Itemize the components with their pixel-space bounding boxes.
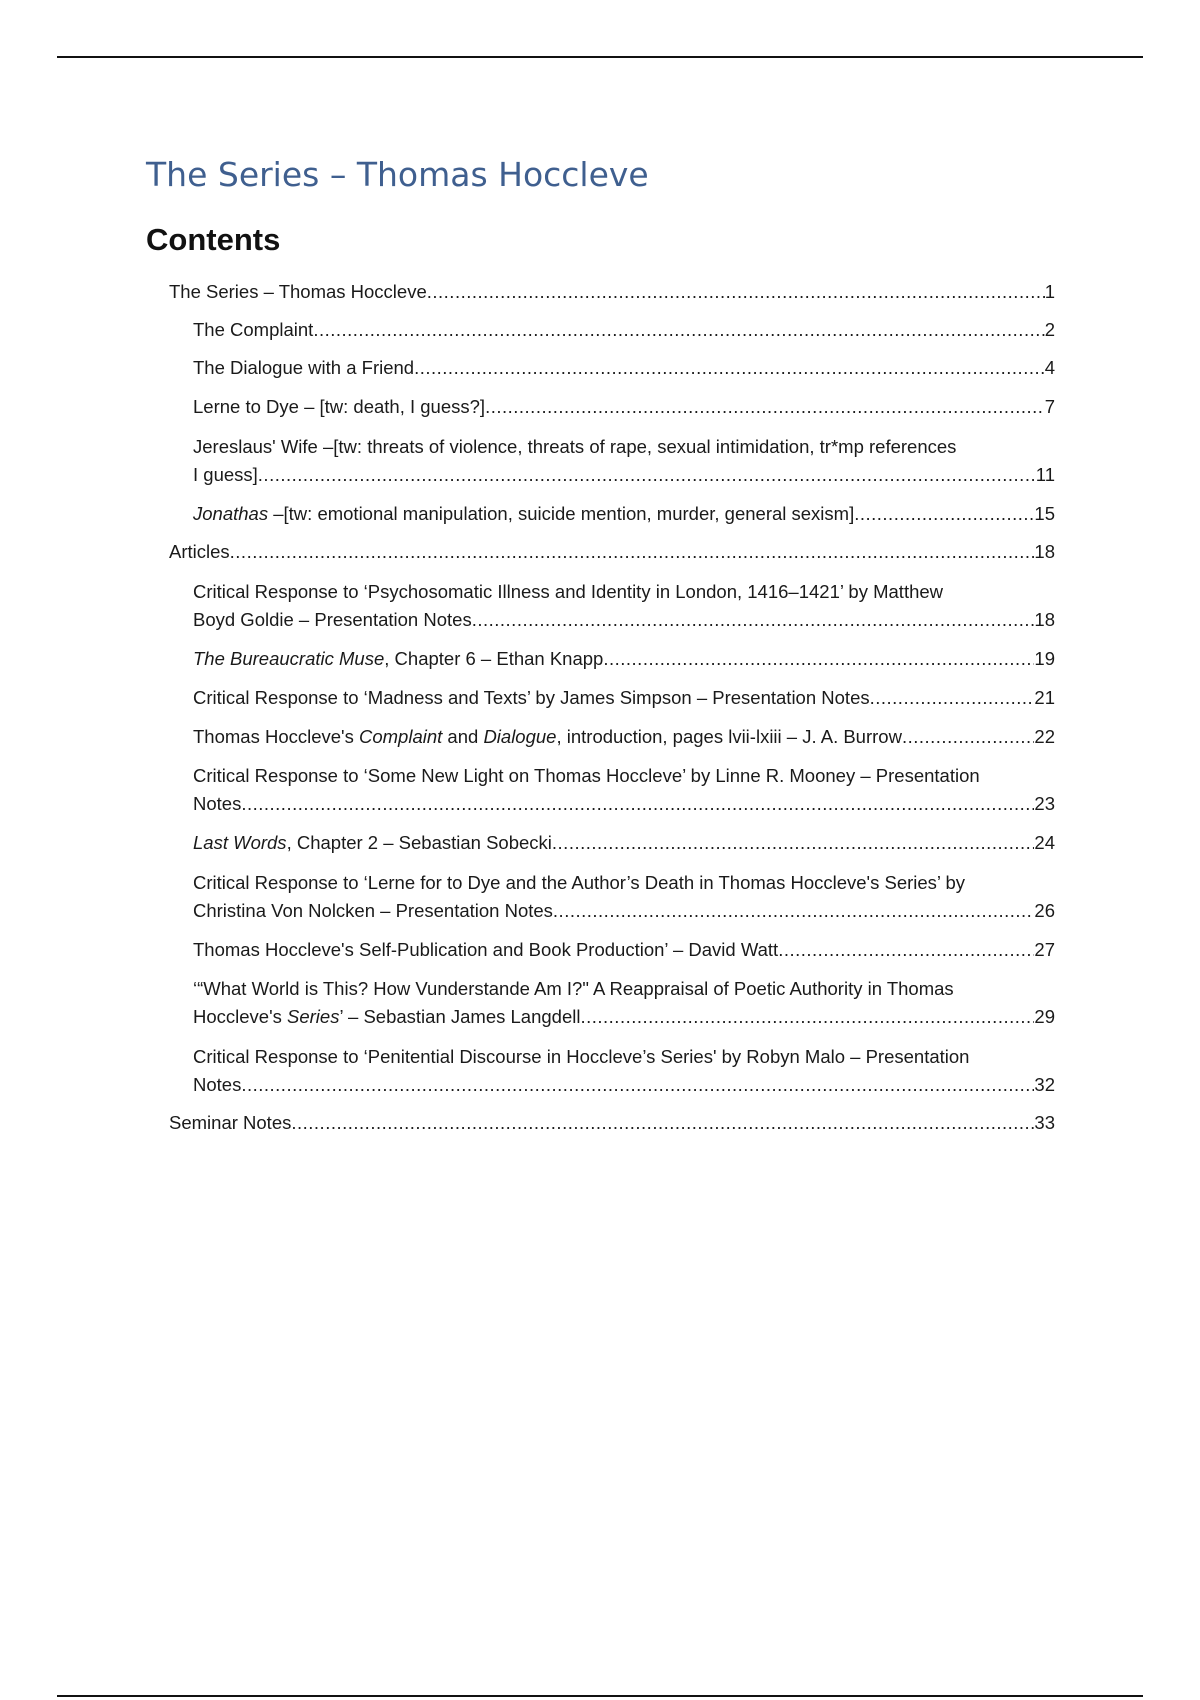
toc-entry-text-line1: Critical Response to ‘Lerne for to Dye and the Author’s Death in Thomas Hoccleve's Series’ by: [193, 872, 966, 893]
toc-page-number: 19: [1034, 648, 1055, 669]
toc-entry-articles[interactable]: [169, 538, 1055, 566]
toc-entry-text: The Series – Thomas Hoccleve: [169, 281, 427, 302]
toc-entry-italic: Jonathas: [193, 503, 269, 524]
toc-leader: [485, 393, 1045, 421]
toc-entry-text-mid: and: [442, 726, 484, 747]
toc-entry-text: Seminar Notes: [169, 1112, 292, 1133]
toc-entry-text-line2-pre: Hoccleve's: [193, 1006, 288, 1027]
toc-entry-watt-self-publication[interactable]: [193, 936, 1055, 964]
toc-entry-text-line2: Notes: [193, 793, 242, 814]
toc-page-number: 4: [1044, 357, 1055, 378]
toc-entry-text-pre: Thomas Hoccleve's: [193, 726, 359, 747]
toc-entry-mooney-response[interactable]: [193, 762, 1055, 818]
toc-leader: [580, 1003, 1034, 1031]
toc-entry-goldie-response[interactable]: [193, 578, 1055, 634]
toc-leader: [472, 606, 1035, 634]
toc-entry-text: The Dialogue with a Friend: [193, 357, 415, 378]
toc-page-number: 33: [1034, 1112, 1055, 1133]
toc-entry-text-line2: Christina Von Nolcken – Presentation Notes: [193, 900, 553, 921]
toc-page-number: 7: [1044, 396, 1055, 417]
toc-page-number: 11: [1035, 464, 1055, 485]
toc-page-number: 26: [1034, 900, 1055, 921]
toc-leader: [552, 829, 1035, 857]
toc-entry-text-line2: I guess]: [193, 464, 258, 485]
toc-page-number: 18: [1034, 609, 1055, 630]
toc-page-number: 24: [1034, 832, 1055, 853]
footer-rule: [57, 1695, 1143, 1697]
toc-entry-text-line1: Jereslaus' Wife –[tw: threats of violence, threats of rape, sexual intimidation, tr*mp references: [193, 436, 957, 457]
toc-page-number: 15: [1034, 503, 1055, 524]
toc-entry-text-line2: Boyd Goldie – Presentation Notes: [193, 609, 472, 630]
toc-entry-text: Critical Response to ‘Madness and Texts’ by James Simpson – Presentation Notes: [193, 687, 870, 708]
toc-leader: [241, 1071, 1034, 1099]
toc-entry-text-line1: Critical Response to ‘Some New Light on Thomas Hoccleve’ by Linne R. Mooney – Presentation: [193, 765, 980, 786]
toc-page-number: 2: [1044, 319, 1055, 340]
toc-leader: [291, 1109, 1034, 1137]
toc-page-number: 21: [1034, 687, 1055, 708]
toc-page-number: 23: [1034, 793, 1055, 814]
toc-entry-langdell-reappraisal[interactable]: [193, 975, 1055, 1031]
toc-leader: [230, 538, 1035, 566]
toc-entry-burrow-introduction[interactable]: [193, 723, 1055, 751]
toc-leader: [313, 316, 1044, 344]
toc-entry-dialogue[interactable]: [193, 354, 1055, 382]
toc-entry-text-line2-post: ’ – Sebastian James Langdell: [339, 1006, 581, 1027]
toc-page-number: 29: [1034, 1006, 1055, 1027]
toc-leader: [553, 897, 1035, 925]
toc-entry-italic-dialogue: Dialogue: [483, 726, 557, 747]
toc-page-number: 1: [1044, 281, 1055, 302]
toc-leader: [427, 278, 1045, 306]
toc-entry-italic-complaint: Complaint: [358, 726, 443, 747]
toc-entry-text: Thomas Hoccleve's Self-Publication and Book Production’ – David Watt: [193, 939, 779, 960]
toc-entry-bureaucratic-muse[interactable]: [193, 645, 1055, 673]
toc-entry-series[interactable]: [169, 278, 1055, 306]
toc-entry-complaint[interactable]: [193, 316, 1055, 344]
header-rule: [57, 56, 1143, 58]
toc-entry-text: –[tw: emotional manipulation, suicide mention, murder, general sexism]: [268, 503, 855, 524]
toc-entry-lerne-to-dye[interactable]: [193, 393, 1055, 421]
toc-entry-text: The Complaint: [193, 319, 314, 340]
toc-leader: [414, 354, 1045, 382]
toc-entry-text: Lerne to Dye – [tw: death, I guess?]: [193, 396, 486, 417]
toc-page-number: 22: [1034, 726, 1055, 747]
toc-entry-jereslaus-wife[interactable]: [193, 433, 1055, 489]
toc-entry-text-post: , introduction, pages lvii-lxiii – J. A. Burrow: [556, 726, 902, 747]
toc-entry-italic: The Bureaucratic Muse: [193, 648, 385, 669]
toc-entry-text: , Chapter 6 – Ethan Knapp: [384, 648, 604, 669]
toc-entry-italic-series: Series: [287, 1006, 340, 1027]
toc-leader: [902, 723, 1034, 751]
toc-entry-malo-response[interactable]: [193, 1043, 1055, 1099]
toc-entry-text: , Chapter 2 – Sebastian Sobecki: [286, 832, 552, 853]
toc-entry-von-nolcken-response[interactable]: [193, 869, 1055, 925]
toc-entry-text: Articles: [169, 541, 230, 562]
toc-entry-text-line1: Critical Response to ‘Penitential Discourse in Hoccleve’s Series' by Robyn Malo – Presentation: [193, 1046, 970, 1067]
document-title: The Series – Thomas Hoccleve: [146, 155, 649, 194]
toc-leader: [258, 461, 1036, 489]
toc-leader: [778, 936, 1034, 964]
toc-leader: [854, 500, 1034, 528]
toc-entry-last-words[interactable]: [193, 829, 1055, 857]
toc-page-number: 18: [1034, 541, 1055, 562]
toc-page-number: 32: [1034, 1074, 1055, 1095]
toc-entry-text-line1: ‘“What World is This? How Vunderstande Am I?" A Reappraisal of Poetic Authority in Thomas: [193, 978, 954, 999]
toc-entry-jonathas[interactable]: [193, 500, 1055, 528]
contents-heading: Contents: [146, 222, 281, 257]
toc-leader: [870, 684, 1035, 712]
toc-entry-text-line2: Notes: [193, 1074, 242, 1095]
toc-entry-italic: Last Words: [193, 832, 287, 853]
toc-entry-text-line1: Critical Response to ‘Psychosomatic Illness and Identity in London, 1416–1421’ by Matthew: [193, 581, 944, 602]
toc-page-number: 27: [1034, 939, 1055, 960]
toc-leader: [603, 645, 1034, 673]
toc-leader: [241, 790, 1034, 818]
toc-entry-seminar-notes[interactable]: [169, 1109, 1055, 1137]
toc-entry-simpson-response[interactable]: [193, 684, 1055, 712]
